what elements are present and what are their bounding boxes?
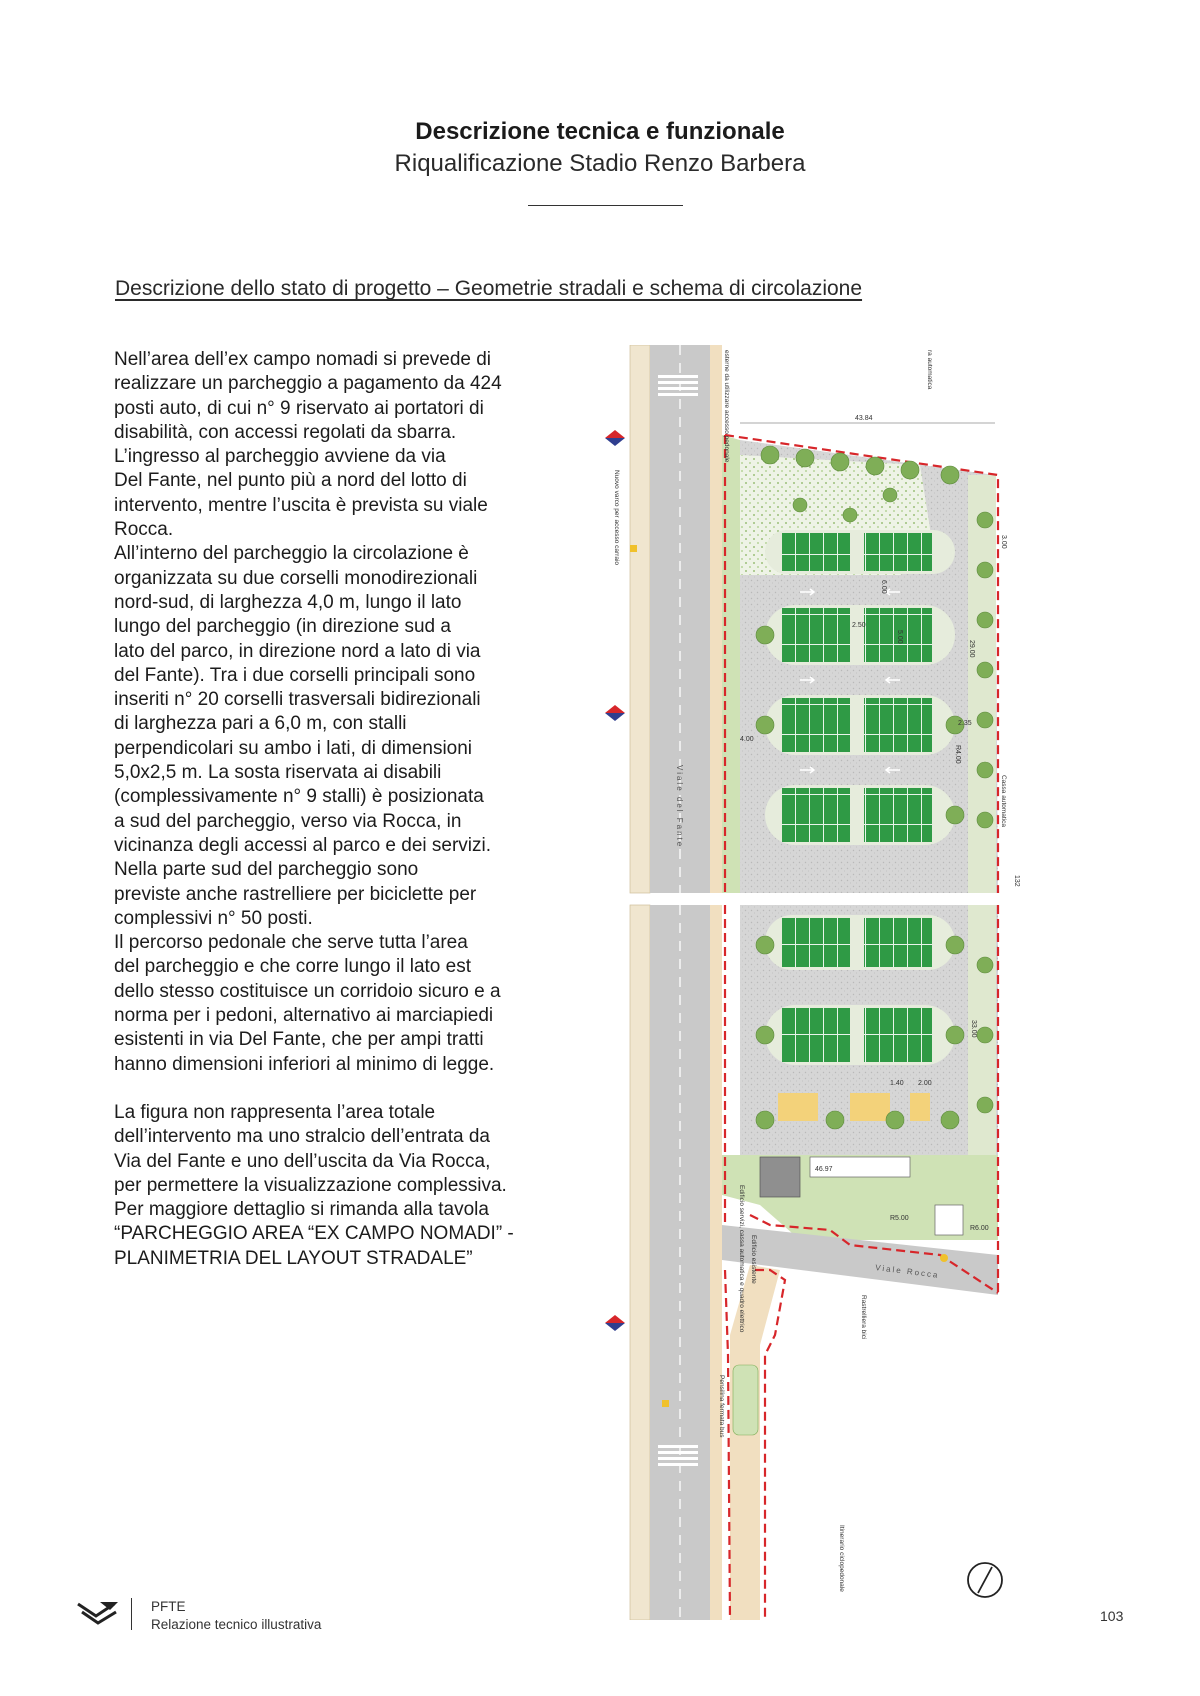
- body-line: 5,0x2,5 m. La sosta riservata ai disabili: [114, 762, 442, 784]
- body-line: dello stesso costituisce un corridoio sicuro e a: [114, 980, 501, 1002]
- body-line: organizzata su due corselli monodirezionali: [114, 567, 478, 589]
- body-line: lungo del parcheggio (in direzione sud a: [114, 616, 451, 638]
- plan-label-dim-300: 3.00: [1000, 535, 1007, 549]
- plan-label-itinerario: Itinerario ciclopedonale: [838, 1525, 845, 1592]
- plan-label-dim-r500: R5.00: [890, 1215, 909, 1222]
- body-line: Rocca.: [114, 519, 174, 541]
- body-line: lato del parco, in direzione nord a lato di via: [114, 640, 481, 662]
- body-line: norma per i pedoni, alternativo ai marciapiedi: [114, 1005, 494, 1027]
- body-line: PLANIMETRIA DEL LAYOUT STRADALE”: [114, 1247, 473, 1269]
- plan-label-pensilina: Pensilina fermata bus: [718, 1375, 725, 1438]
- plan-label-dim-132: 132: [1013, 875, 1020, 887]
- body-line: complessivi n° 50 posti.: [114, 907, 313, 929]
- body-line: hanno dimensioni inferiori al minimo di legge.: [114, 1053, 495, 1075]
- body-line: La figura non rappresenta l’area totale: [114, 1101, 436, 1123]
- body-line: Nell’area dell’ex campo nomadi si prevede di: [114, 349, 492, 370]
- body-line: del Fante). Tra i due corselli principali sono: [114, 664, 476, 686]
- body-line: intervento, mentre l’uscita è prevista su viale: [114, 494, 488, 516]
- plan-label-dim-4384: 43.84: [855, 415, 873, 422]
- body-line: posti auto, di cui n° 9 riservato ai portatori di: [114, 397, 484, 419]
- body-line: dell’intervento ma uno stralcio dell’entrata da: [114, 1126, 490, 1148]
- body-line: Per maggiore dettaglio si rimanda alla tavola: [114, 1199, 489, 1221]
- plan-label-dim-200: 2.00: [918, 1080, 932, 1087]
- body-line: (complessivamente n° 9 stalli) è posizionata: [114, 786, 484, 808]
- body-line: [114, 1077, 594, 1101]
- footer-line2: Relazione tecnico illustrativa: [151, 1617, 322, 1632]
- page-title: Descrizione tecnica e funzionale: [415, 118, 785, 145]
- plan-upper-panel: [605, 345, 1020, 893]
- page-number: 103: [1100, 1608, 1124, 1624]
- plan-label-dim-140: 1.40: [890, 1080, 904, 1087]
- site-plan-drawing: [600, 345, 1070, 1620]
- plan-label-cassa-automatica: Cassa automatica: [1000, 775, 1007, 828]
- plan-label-dim-3300: 33.00: [970, 1020, 977, 1038]
- page-subtitle: Riqualificazione Stadio Renzo Barbera: [394, 150, 806, 177]
- plan-label-dim-r600: R6.00: [970, 1225, 989, 1232]
- plan-label-edificio-esistente: Edificio esistente: [750, 1235, 757, 1284]
- plan-label-viale-rocca: Viale Rocca: [874, 1263, 940, 1280]
- plan-label-dim-250: 2.50: [852, 622, 866, 629]
- plan-label-edificio-servizi: Edificio servizi, cassa automatica e quadro elettrico: [738, 1185, 745, 1333]
- footer-divider: [131, 1598, 132, 1630]
- plan-label-nuovo-varco: Nuovo varco per accesso carraio: [613, 470, 620, 566]
- plan-label-uscita-automatica: ra automatica: [926, 350, 933, 390]
- body-line: esistenti in via Del Fante, che per ampi tratti: [114, 1029, 484, 1051]
- body-line: “PARCHEGGIO AREA “EX CAMPO NOMADI” -: [114, 1223, 514, 1245]
- body-line: Il percorso pedonale che serve tutta l’area: [114, 932, 468, 954]
- plan-label-access-pedestrian: esterne da utilizzare accesso pedonale: [723, 350, 730, 463]
- plan-label-viale-del-fante: Viale del Fante: [675, 765, 684, 849]
- header-divider: [528, 205, 683, 206]
- north-arrow-icon: [968, 1563, 1002, 1597]
- body-line: All’interno del parcheggio la circolazione è: [114, 543, 469, 565]
- body-line: perpendicolari su ambo i lati, di dimensioni: [114, 737, 473, 759]
- pfte-logo-icon: [76, 1598, 120, 1628]
- body-line: realizzare un parcheggio a pagamento da 424: [114, 373, 502, 395]
- plan-label-dim-600: 6.00: [880, 580, 887, 594]
- body-line: del parcheggio e che corre lungo il lato est: [114, 956, 472, 978]
- plan-label-dim-400: 4.00: [740, 736, 754, 743]
- body-line: disabilità, con accessi regolati da sbarra.: [114, 421, 457, 443]
- plan-lower-panel: [605, 905, 1002, 1620]
- body-line: a sud del parcheggio, verso via Rocca, in: [114, 810, 462, 832]
- plan-label-dim-2900: 29.00: [968, 640, 975, 658]
- plan-label-dim-500: 5.00: [896, 630, 903, 644]
- body-line: L’ingresso al parcheggio avviene da via: [114, 446, 446, 468]
- footer-line1: PFTE: [151, 1599, 186, 1614]
- body-line: previste anche rastrelliere per biciclette per: [114, 883, 477, 905]
- body-text: [114, 348, 594, 1271]
- body-line: di larghezza pari a 6,0 m, con stalli: [114, 713, 407, 735]
- body-line: per permettere la visualizzazione complessiva.: [114, 1174, 507, 1196]
- section-heading: Descrizione dello stato di progetto – Geometrie stradali e schema di circolazione: [115, 277, 863, 300]
- body-line: Via del Fante e uno dell’uscita da Via Rocca,: [114, 1150, 491, 1172]
- body-line: inseriti n° 20 corselli trasversali bidirezionali: [114, 689, 481, 711]
- plan-label-rastrelliera: Rastrelliera bici: [860, 1295, 867, 1340]
- plan-label-dim-r400: R4.00: [954, 745, 961, 764]
- body-line: Nella parte sud del parcheggio sono: [114, 859, 419, 881]
- body-line: vicinanza degli accessi al parco e dei servizi.: [114, 834, 492, 856]
- body-line: Del Fante, nel punto più a nord del lotto di: [114, 470, 467, 492]
- body-line: nord-sud, di larghezza 4,0 m, lungo il lato: [114, 591, 462, 613]
- plan-label-dim-235: 2.35: [958, 720, 972, 727]
- plan-label-dim-4697: 46.97: [815, 1166, 833, 1173]
